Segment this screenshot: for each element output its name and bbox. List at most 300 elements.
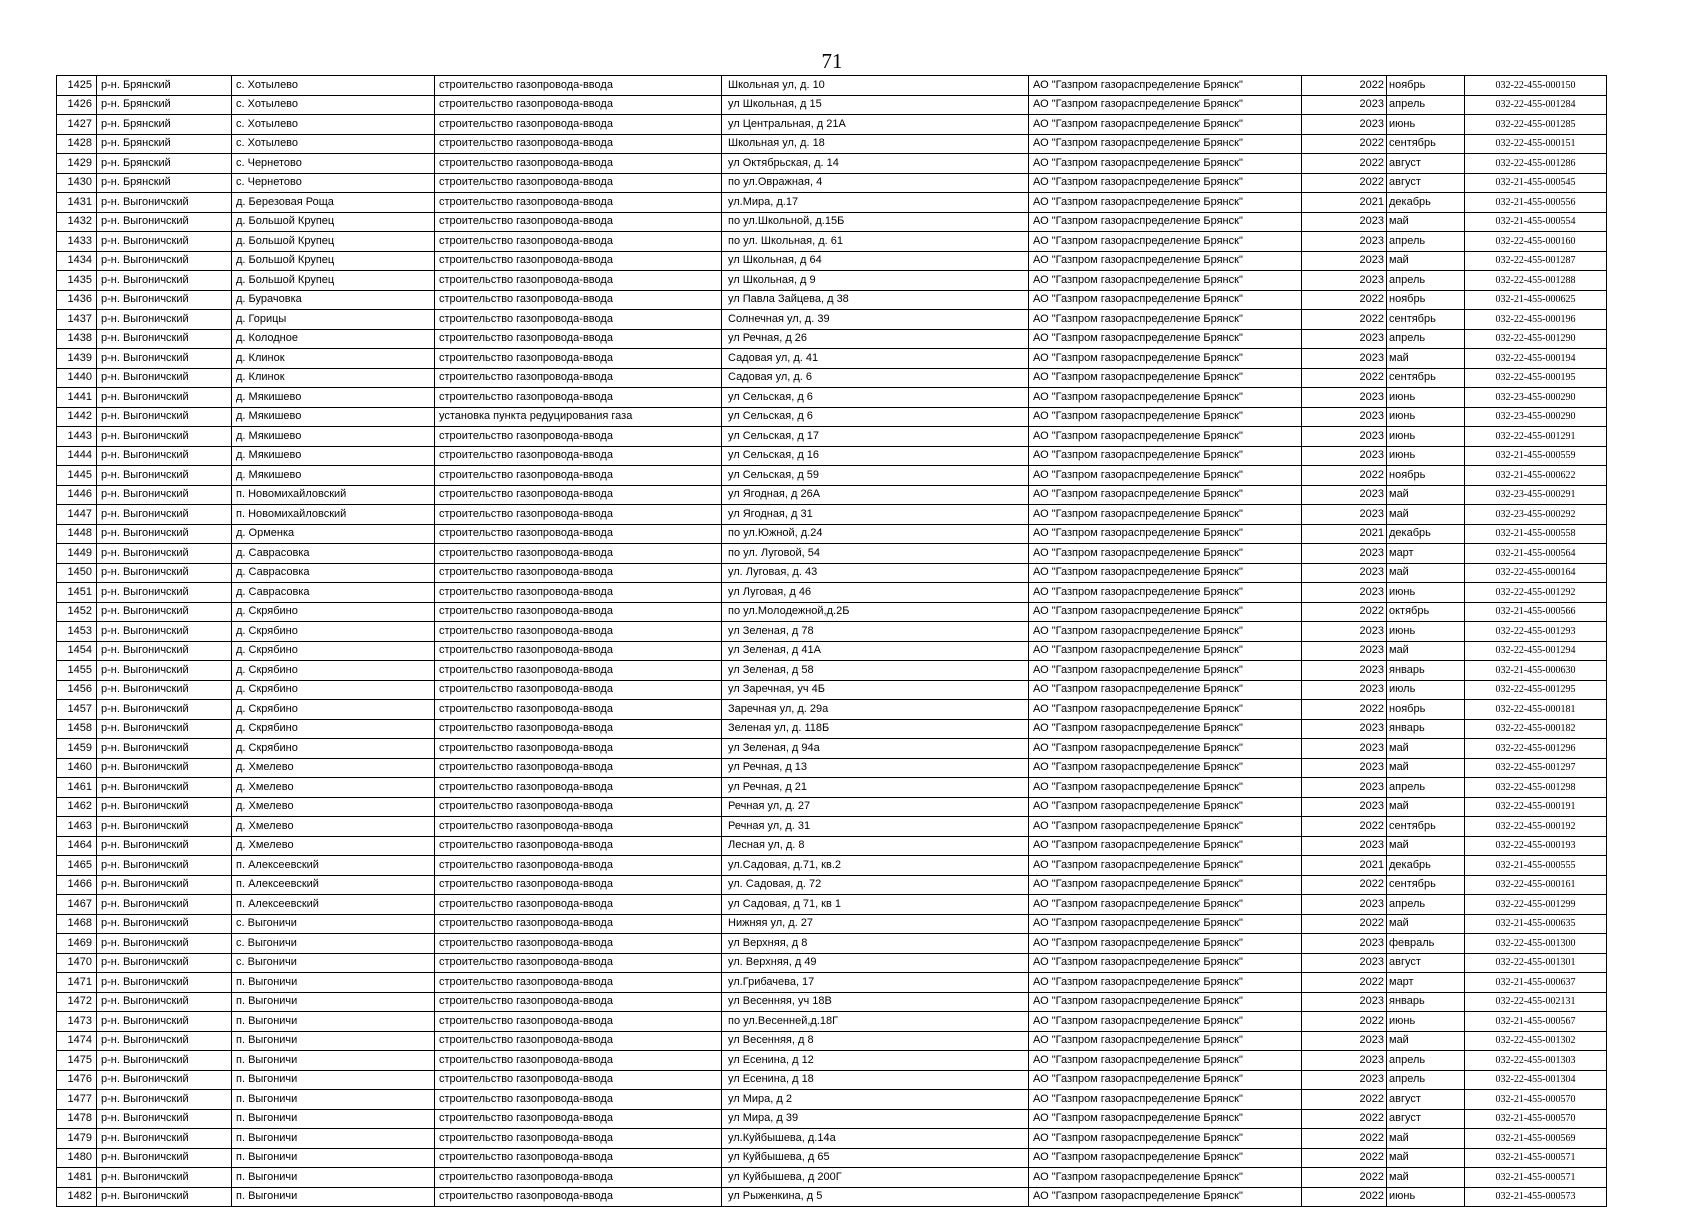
code-cell: 032-22-455-001297 bbox=[1465, 758, 1607, 778]
district-cell: р-н. Выгоничский bbox=[97, 193, 232, 213]
row-number: 1477 bbox=[57, 1090, 97, 1110]
row-number: 1426 bbox=[57, 95, 97, 115]
locality-cell: д. Бурачовка bbox=[232, 290, 435, 310]
month-cell: май bbox=[1387, 914, 1465, 934]
work-type-cell: строительство газопровода-ввода bbox=[435, 934, 722, 954]
row-number: 1450 bbox=[57, 563, 97, 583]
page-number: 71 bbox=[821, 49, 843, 73]
work-type-cell: строительство газопровода-ввода bbox=[435, 622, 722, 642]
district-cell: р-н. Выгоничский bbox=[97, 1129, 232, 1149]
address-cell: ул Весенняя, уч 18В bbox=[722, 992, 1029, 1012]
table-row bbox=[57, 1129, 1607, 1149]
organization-cell: АО "Газпром газораспределение Брянск" bbox=[1029, 914, 1302, 934]
code-cell: 032-22-455-000151 bbox=[1465, 134, 1607, 154]
row-number: 1437 bbox=[57, 310, 97, 330]
row-number: 1427 bbox=[57, 115, 97, 135]
district-cell: р-н. Выгоничский bbox=[97, 1168, 232, 1188]
organization-cell: АО "Газпром газораспределение Брянск" bbox=[1029, 563, 1302, 583]
work-type-cell: строительство газопровода-ввода bbox=[435, 232, 722, 252]
row-number: 1461 bbox=[57, 778, 97, 798]
work-type-cell: строительство газопровода-ввода bbox=[435, 778, 722, 798]
table-row bbox=[57, 173, 1607, 193]
address-cell: ул Рыженкина, д 5 bbox=[722, 1187, 1029, 1207]
district-cell: р-н. Выгоничский bbox=[97, 895, 232, 915]
month-cell: декабрь bbox=[1387, 193, 1465, 213]
organization-cell: АО "Газпром газораспределение Брянск" bbox=[1029, 407, 1302, 427]
code-cell: 032-21-455-000558 bbox=[1465, 524, 1607, 544]
row-number: 1465 bbox=[57, 856, 97, 876]
table-row bbox=[57, 602, 1607, 622]
address-cell: ул Ягодная, д 31 bbox=[722, 505, 1029, 525]
address-cell: ул Сельская, д 6 bbox=[722, 388, 1029, 408]
month-cell: апрель bbox=[1387, 895, 1465, 915]
locality-cell: д. Большой Крупец bbox=[232, 232, 435, 252]
district-cell: р-н. Выгоничский bbox=[97, 485, 232, 505]
month-cell: август bbox=[1387, 953, 1465, 973]
code-cell: 032-21-455-000559 bbox=[1465, 446, 1607, 466]
year-cell: 2023 bbox=[1302, 505, 1387, 525]
locality-cell: п. Выгоничи bbox=[232, 1051, 435, 1071]
organization-cell: АО "Газпром газораспределение Брянск" bbox=[1029, 505, 1302, 525]
table-row bbox=[57, 1148, 1607, 1168]
address-cell: по ул. Школьная, д. 61 bbox=[722, 232, 1029, 252]
work-type-cell: строительство газопровода-ввода bbox=[435, 212, 722, 232]
locality-cell: д. Саврасовка bbox=[232, 583, 435, 603]
organization-cell: АО "Газпром газораспределение Брянск" bbox=[1029, 953, 1302, 973]
locality-cell: с. Хотылево bbox=[232, 115, 435, 135]
work-type-cell: строительство газопровода-ввода bbox=[435, 895, 722, 915]
work-type-cell: строительство газопровода-ввода bbox=[435, 485, 722, 505]
work-type-cell: строительство газопровода-ввода bbox=[435, 661, 722, 681]
month-cell: июнь bbox=[1387, 583, 1465, 603]
row-number: 1466 bbox=[57, 875, 97, 895]
row-number: 1452 bbox=[57, 602, 97, 622]
code-cell: 032-22-455-001292 bbox=[1465, 583, 1607, 603]
table-row bbox=[57, 310, 1607, 330]
year-cell: 2023 bbox=[1302, 212, 1387, 232]
table-row bbox=[57, 524, 1607, 544]
organization-cell: АО "Газпром газораспределение Брянск" bbox=[1029, 797, 1302, 817]
address-cell: ул Сельская, д 59 bbox=[722, 466, 1029, 486]
locality-cell: д. Мякишево bbox=[232, 466, 435, 486]
table-row bbox=[57, 739, 1607, 759]
year-cell: 2022 bbox=[1302, 1012, 1387, 1032]
month-cell: апрель bbox=[1387, 271, 1465, 291]
locality-cell: с. Хотылево bbox=[232, 76, 435, 96]
table-row bbox=[57, 212, 1607, 232]
organization-cell: АО "Газпром газораспределение Брянск" bbox=[1029, 544, 1302, 564]
locality-cell: д. Хмелево bbox=[232, 778, 435, 798]
district-cell: р-н. Выгоничский bbox=[97, 641, 232, 661]
code-cell: 032-22-455-001290 bbox=[1465, 329, 1607, 349]
work-type-cell: строительство газопровода-ввода bbox=[435, 836, 722, 856]
row-number: 1480 bbox=[57, 1148, 97, 1168]
district-cell: р-н. Выгоничский bbox=[97, 388, 232, 408]
code-cell: 032-21-455-000556 bbox=[1465, 193, 1607, 213]
row-number: 1438 bbox=[57, 329, 97, 349]
work-type-cell: строительство газопровода-ввода bbox=[435, 1148, 722, 1168]
organization-cell: АО "Газпром газораспределение Брянск" bbox=[1029, 251, 1302, 271]
month-cell: май bbox=[1387, 1148, 1465, 1168]
table-row bbox=[57, 1051, 1607, 1071]
organization-cell: АО "Газпром газораспределение Брянск" bbox=[1029, 1148, 1302, 1168]
locality-cell: д. Большой Крупец bbox=[232, 212, 435, 232]
organization-cell: АО "Газпром газораспределение Брянск" bbox=[1029, 973, 1302, 993]
district-cell: р-н. Выгоничский bbox=[97, 856, 232, 876]
row-number: 1429 bbox=[57, 154, 97, 174]
organization-cell: АО "Газпром газораспределение Брянск" bbox=[1029, 680, 1302, 700]
locality-cell: п. Алексеевский bbox=[232, 856, 435, 876]
district-cell: р-н. Брянский bbox=[97, 154, 232, 174]
table-row bbox=[57, 368, 1607, 388]
locality-cell: д. Клинок bbox=[232, 368, 435, 388]
code-cell: 032-23-455-000292 bbox=[1465, 505, 1607, 525]
code-cell: 032-22-455-000150 bbox=[1465, 76, 1607, 96]
month-cell: май bbox=[1387, 563, 1465, 583]
month-cell: май bbox=[1387, 1129, 1465, 1149]
address-cell: ул Сельская, д 16 bbox=[722, 446, 1029, 466]
year-cell: 2022 bbox=[1302, 875, 1387, 895]
year-cell: 2022 bbox=[1302, 1168, 1387, 1188]
locality-cell: д. Скрябино bbox=[232, 700, 435, 720]
work-type-cell: строительство газопровода-ввода bbox=[435, 427, 722, 447]
organization-cell: АО "Газпром газораспределение Брянск" bbox=[1029, 388, 1302, 408]
locality-cell: с. Хотылево bbox=[232, 134, 435, 154]
organization-cell: АО "Газпром газораспределение Брянск" bbox=[1029, 329, 1302, 349]
month-cell: январь bbox=[1387, 992, 1465, 1012]
code-cell: 032-22-455-001285 bbox=[1465, 115, 1607, 135]
organization-cell: АО "Газпром газораспределение Брянск" bbox=[1029, 1187, 1302, 1207]
row-number: 1476 bbox=[57, 1070, 97, 1090]
year-cell: 2022 bbox=[1302, 173, 1387, 193]
table-row bbox=[57, 934, 1607, 954]
row-number: 1463 bbox=[57, 817, 97, 837]
work-type-cell: строительство газопровода-ввода bbox=[435, 1051, 722, 1071]
code-cell: 032-23-455-000291 bbox=[1465, 485, 1607, 505]
locality-cell: п. Новомихайловский bbox=[232, 505, 435, 525]
organization-cell: АО "Газпром газораспределение Брянск" bbox=[1029, 758, 1302, 778]
code-cell: 032-22-455-000195 bbox=[1465, 368, 1607, 388]
row-number: 1469 bbox=[57, 934, 97, 954]
month-cell: октябрь bbox=[1387, 602, 1465, 622]
year-cell: 2023 bbox=[1302, 1070, 1387, 1090]
locality-cell: д. Скрябино bbox=[232, 661, 435, 681]
year-cell: 2022 bbox=[1302, 1187, 1387, 1207]
table-row bbox=[57, 953, 1607, 973]
month-cell: январь bbox=[1387, 661, 1465, 681]
code-cell: 032-22-455-001291 bbox=[1465, 427, 1607, 447]
year-cell: 2023 bbox=[1302, 680, 1387, 700]
address-cell: по ул.Молодежной,д.2Б bbox=[722, 602, 1029, 622]
year-cell: 2022 bbox=[1302, 602, 1387, 622]
month-cell: июнь bbox=[1387, 407, 1465, 427]
row-number: 1451 bbox=[57, 583, 97, 603]
year-cell: 2022 bbox=[1302, 1090, 1387, 1110]
organization-cell: АО "Газпром газораспределение Брянск" bbox=[1029, 1070, 1302, 1090]
code-cell: 032-22-455-000196 bbox=[1465, 310, 1607, 330]
row-number: 1475 bbox=[57, 1051, 97, 1071]
address-cell: ул Зеленая, д 78 bbox=[722, 622, 1029, 642]
work-type-cell: строительство газопровода-ввода bbox=[435, 368, 722, 388]
district-cell: р-н. Брянский bbox=[97, 134, 232, 154]
address-cell: ул Зеленая, д 94а bbox=[722, 739, 1029, 759]
work-type-cell: строительство газопровода-ввода bbox=[435, 154, 722, 174]
locality-cell: п. Выгоничи bbox=[232, 1031, 435, 1051]
address-cell: ул Мира, д 39 bbox=[722, 1109, 1029, 1129]
code-cell: 032-22-455-000192 bbox=[1465, 817, 1607, 837]
address-cell: ул Есенина, д 18 bbox=[722, 1070, 1029, 1090]
year-cell: 2023 bbox=[1302, 485, 1387, 505]
address-cell: Заречная ул, д. 29а bbox=[722, 700, 1029, 720]
year-cell: 2022 bbox=[1302, 76, 1387, 96]
table-row bbox=[57, 329, 1607, 349]
district-cell: р-н. Выгоничский bbox=[97, 329, 232, 349]
district-cell: р-н. Выгоничский bbox=[97, 875, 232, 895]
organization-cell: АО "Газпром газораспределение Брянск" bbox=[1029, 1012, 1302, 1032]
code-cell: 032-22-455-000160 bbox=[1465, 232, 1607, 252]
month-cell: июнь bbox=[1387, 388, 1465, 408]
work-type-cell: строительство газопровода-ввода bbox=[435, 271, 722, 291]
row-number: 1467 bbox=[57, 895, 97, 915]
locality-cell: п. Выгоничи bbox=[232, 1090, 435, 1110]
locality-cell: п. Новомихайловский bbox=[232, 485, 435, 505]
table-row bbox=[57, 115, 1607, 135]
code-cell: 032-21-455-000554 bbox=[1465, 212, 1607, 232]
district-cell: р-н. Брянский bbox=[97, 173, 232, 193]
organization-cell: АО "Газпром газораспределение Брянск" bbox=[1029, 212, 1302, 232]
row-number: 1453 bbox=[57, 622, 97, 642]
work-type-cell: строительство газопровода-ввода bbox=[435, 700, 722, 720]
address-cell: Речная ул, д. 27 bbox=[722, 797, 1029, 817]
code-cell: 032-22-455-000194 bbox=[1465, 349, 1607, 369]
work-type-cell: строительство газопровода-ввода bbox=[435, 466, 722, 486]
code-cell: 032-22-455-001287 bbox=[1465, 251, 1607, 271]
address-cell: ул. Садовая, д. 72 bbox=[722, 875, 1029, 895]
address-cell: Речная ул, д. 31 bbox=[722, 817, 1029, 837]
table-row bbox=[57, 446, 1607, 466]
month-cell: сентябрь bbox=[1387, 817, 1465, 837]
row-number: 1470 bbox=[57, 953, 97, 973]
table-row bbox=[57, 719, 1607, 739]
locality-cell: д. Скрябино bbox=[232, 622, 435, 642]
district-cell: р-н. Выгоничский bbox=[97, 427, 232, 447]
address-cell: ул Куйбышева, д 200Г bbox=[722, 1168, 1029, 1188]
work-type-cell: строительство газопровода-ввода bbox=[435, 1168, 722, 1188]
row-number: 1462 bbox=[57, 797, 97, 817]
organization-cell: АО "Газпром газораспределение Брянск" bbox=[1029, 134, 1302, 154]
work-type-cell: строительство газопровода-ввода bbox=[435, 310, 722, 330]
year-cell: 2023 bbox=[1302, 758, 1387, 778]
district-cell: р-н. Выгоничский bbox=[97, 700, 232, 720]
month-cell: ноябрь bbox=[1387, 76, 1465, 96]
district-cell: р-н. Выгоничский bbox=[97, 622, 232, 642]
year-cell: 2023 bbox=[1302, 661, 1387, 681]
row-number: 1474 bbox=[57, 1031, 97, 1051]
code-cell: 032-22-455-001296 bbox=[1465, 739, 1607, 759]
district-cell: р-н. Выгоничский bbox=[97, 212, 232, 232]
month-cell: июнь bbox=[1387, 427, 1465, 447]
locality-cell: д. Мякишево bbox=[232, 427, 435, 447]
month-cell: апрель bbox=[1387, 329, 1465, 349]
address-cell: ул Октябрьская, д. 14 bbox=[722, 154, 1029, 174]
district-cell: р-н. Выгоничский bbox=[97, 661, 232, 681]
table-row bbox=[57, 836, 1607, 856]
work-type-cell: строительство газопровода-ввода bbox=[435, 914, 722, 934]
locality-cell: д. Березовая Роща bbox=[232, 193, 435, 213]
work-type-cell: строительство газопровода-ввода bbox=[435, 953, 722, 973]
district-cell: р-н. Выгоничский bbox=[97, 1031, 232, 1051]
organization-cell: АО "Газпром газораспределение Брянск" bbox=[1029, 875, 1302, 895]
row-number: 1442 bbox=[57, 407, 97, 427]
code-cell: 032-22-455-000161 bbox=[1465, 875, 1607, 895]
table-row bbox=[57, 583, 1607, 603]
table-row bbox=[57, 641, 1607, 661]
organization-cell: АО "Газпром газораспределение Брянск" bbox=[1029, 193, 1302, 213]
work-type-cell: строительство газопровода-ввода bbox=[435, 251, 722, 271]
month-cell: август bbox=[1387, 154, 1465, 174]
row-number: 1454 bbox=[57, 641, 97, 661]
district-cell: р-н. Выгоничский bbox=[97, 446, 232, 466]
code-cell: 032-21-455-000555 bbox=[1465, 856, 1607, 876]
address-cell: по ул.Южной, д.24 bbox=[722, 524, 1029, 544]
code-cell: 032-21-455-000571 bbox=[1465, 1168, 1607, 1188]
address-cell: ул.Куйбышева, д.14а bbox=[722, 1129, 1029, 1149]
code-cell: 032-22-455-001295 bbox=[1465, 680, 1607, 700]
month-cell: август bbox=[1387, 1109, 1465, 1129]
locality-cell: п. Выгоничи bbox=[232, 1187, 435, 1207]
year-cell: 2023 bbox=[1302, 251, 1387, 271]
address-cell: ул Школьная, д 64 bbox=[722, 251, 1029, 271]
work-type-cell: строительство газопровода-ввода bbox=[435, 446, 722, 466]
year-cell: 2023 bbox=[1302, 1031, 1387, 1051]
district-cell: р-н. Выгоничский bbox=[97, 680, 232, 700]
work-type-cell: установка пункта редуцирования газа bbox=[435, 407, 722, 427]
address-cell: ул Луговая, д 46 bbox=[722, 583, 1029, 603]
table-body bbox=[57, 76, 1607, 1207]
row-number: 1436 bbox=[57, 290, 97, 310]
table-row bbox=[57, 758, 1607, 778]
year-cell: 2023 bbox=[1302, 641, 1387, 661]
locality-cell: д. Мякишево bbox=[232, 407, 435, 427]
organization-cell: АО "Газпром газораспределение Брянск" bbox=[1029, 934, 1302, 954]
code-cell: 032-21-455-000571 bbox=[1465, 1148, 1607, 1168]
month-cell: май bbox=[1387, 641, 1465, 661]
work-type-cell: строительство газопровода-ввода bbox=[435, 1109, 722, 1129]
table-row bbox=[57, 661, 1607, 681]
organization-cell: АО "Газпром газораспределение Брянск" bbox=[1029, 719, 1302, 739]
organization-cell: АО "Газпром газораспределение Брянск" bbox=[1029, 485, 1302, 505]
table-row bbox=[57, 817, 1607, 837]
organization-cell: АО "Газпром газораспределение Брянск" bbox=[1029, 739, 1302, 759]
locality-cell: с. Выгоничи bbox=[232, 934, 435, 954]
locality-cell: п. Выгоничи bbox=[232, 1168, 435, 1188]
address-cell: Садовая ул, д. 41 bbox=[722, 349, 1029, 369]
work-type-cell: строительство газопровода-ввода bbox=[435, 641, 722, 661]
work-type-cell: строительство газопровода-ввода bbox=[435, 856, 722, 876]
organization-cell: АО "Газпром газораспределение Брянск" bbox=[1029, 368, 1302, 388]
month-cell: май bbox=[1387, 758, 1465, 778]
code-cell: 032-21-455-000573 bbox=[1465, 1187, 1607, 1207]
district-cell: р-н. Выгоничский bbox=[97, 271, 232, 291]
table-row bbox=[57, 778, 1607, 798]
table-row bbox=[57, 875, 1607, 895]
row-number: 1433 bbox=[57, 232, 97, 252]
district-cell: р-н. Выгоничский bbox=[97, 310, 232, 330]
organization-cell: АО "Газпром газораспределение Брянск" bbox=[1029, 232, 1302, 252]
table-row bbox=[57, 622, 1607, 642]
address-cell: ул. Верхняя, д 49 bbox=[722, 953, 1029, 973]
address-cell: ул.Мира, д.17 bbox=[722, 193, 1029, 213]
organization-cell: АО "Газпром газораспределение Брянск" bbox=[1029, 466, 1302, 486]
organization-cell: АО "Газпром газораспределение Брянск" bbox=[1029, 271, 1302, 291]
row-number: 1425 bbox=[57, 76, 97, 96]
work-type-cell: строительство газопровода-ввода bbox=[435, 1129, 722, 1149]
row-number: 1446 bbox=[57, 485, 97, 505]
year-cell: 2023 bbox=[1302, 95, 1387, 115]
locality-cell: п. Алексеевский bbox=[232, 875, 435, 895]
row-number: 1447 bbox=[57, 505, 97, 525]
code-cell: 032-21-455-000622 bbox=[1465, 466, 1607, 486]
locality-cell: д. Хмелево bbox=[232, 817, 435, 837]
table-row bbox=[57, 76, 1607, 96]
table-row bbox=[57, 1187, 1607, 1207]
organization-cell: АО "Газпром газораспределение Брянск" bbox=[1029, 1051, 1302, 1071]
organization-cell: АО "Газпром газораспределение Брянск" bbox=[1029, 154, 1302, 174]
address-cell: Зеленая ул, д. 118Б bbox=[722, 719, 1029, 739]
work-type-cell: строительство газопровода-ввода bbox=[435, 1031, 722, 1051]
table-row bbox=[57, 505, 1607, 525]
district-cell: р-н. Выгоничский bbox=[97, 368, 232, 388]
locality-cell: д. Саврасовка bbox=[232, 544, 435, 564]
locality-cell: с. Выгоничи bbox=[232, 914, 435, 934]
code-cell: 032-22-455-001298 bbox=[1465, 778, 1607, 798]
organization-cell: АО "Газпром газораспределение Брянск" bbox=[1029, 310, 1302, 330]
row-number: 1472 bbox=[57, 992, 97, 1012]
address-cell: ул Центральная, д 21А bbox=[722, 115, 1029, 135]
district-cell: р-н. Брянский bbox=[97, 95, 232, 115]
locality-cell: д. Орменка bbox=[232, 524, 435, 544]
year-cell: 2023 bbox=[1302, 407, 1387, 427]
organization-cell: АО "Газпром газораспределение Брянск" bbox=[1029, 290, 1302, 310]
year-cell: 2022 bbox=[1302, 817, 1387, 837]
year-cell: 2023 bbox=[1302, 934, 1387, 954]
row-number: 1478 bbox=[57, 1109, 97, 1129]
organization-cell: АО "Газпром газораспределение Брянск" bbox=[1029, 173, 1302, 193]
organization-cell: АО "Газпром газораспределение Брянск" bbox=[1029, 524, 1302, 544]
code-cell: 032-22-455-001303 bbox=[1465, 1051, 1607, 1071]
row-number: 1435 bbox=[57, 271, 97, 291]
locality-cell: п. Выгоничи bbox=[232, 1012, 435, 1032]
district-cell: р-н. Выгоничский bbox=[97, 758, 232, 778]
address-cell: Солнечная ул, д. 39 bbox=[722, 310, 1029, 330]
year-cell: 2023 bbox=[1302, 992, 1387, 1012]
month-cell: май bbox=[1387, 836, 1465, 856]
organization-cell: АО "Газпром газораспределение Брянск" bbox=[1029, 76, 1302, 96]
work-type-cell: строительство газопровода-ввода bbox=[435, 388, 722, 408]
table-row bbox=[57, 427, 1607, 447]
row-number: 1434 bbox=[57, 251, 97, 271]
table-row bbox=[57, 895, 1607, 915]
year-cell: 2023 bbox=[1302, 329, 1387, 349]
district-cell: р-н. Выгоничский bbox=[97, 290, 232, 310]
locality-cell: п. Выгоничи bbox=[232, 1109, 435, 1129]
code-cell: 032-21-455-000570 bbox=[1465, 1109, 1607, 1129]
code-cell: 032-21-455-000570 bbox=[1465, 1090, 1607, 1110]
month-cell: ноябрь bbox=[1387, 290, 1465, 310]
code-cell: 032-22-455-001294 bbox=[1465, 641, 1607, 661]
month-cell: апрель bbox=[1387, 232, 1465, 252]
address-cell: ул Садовая, д 71, кв 1 bbox=[722, 895, 1029, 915]
